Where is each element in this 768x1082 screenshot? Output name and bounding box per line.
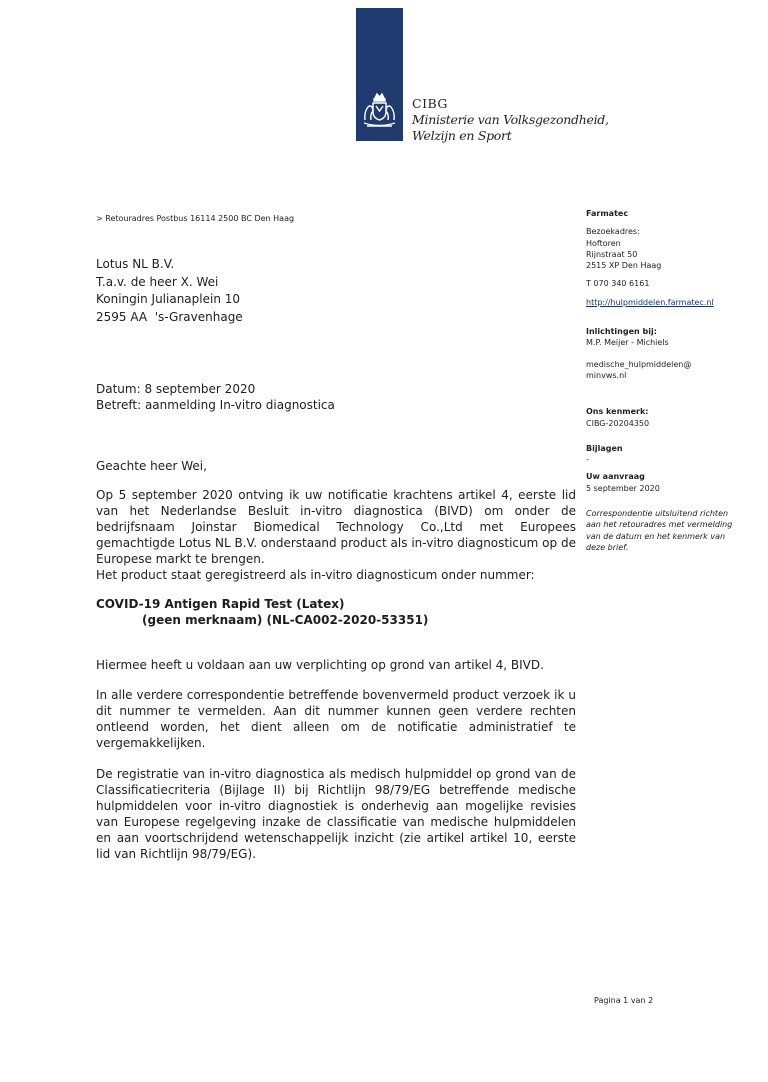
reference-value: CIBG-20204350 — [586, 418, 650, 428]
recipient-company: Lotus NL B.V. — [96, 257, 175, 271]
letter-date: Datum: 8 september 2020 — [96, 382, 256, 396]
request-date: 5 september 2020 — [586, 483, 660, 493]
product-number: (geen merknaam) (NL-CA002-2020-53351) — [142, 613, 429, 627]
request-label: Uw aanvraag — [586, 472, 645, 482]
attachments-label: Bijlagen — [586, 443, 623, 453]
product-name: COVID-19 Antigen Rapid Test (Latex) — [96, 597, 345, 611]
visit-city: 2515 XP Den Haag — [586, 261, 662, 271]
return-address: > Retouradres Postbus 16114 2500 BC Den Haag — [96, 214, 295, 223]
info-contact-name: M.P. Meijer - Michiels — [586, 338, 669, 348]
department-name: Farmatec — [586, 209, 629, 218]
recipient-attention: T.a.v. de heer X. Wei — [96, 274, 219, 289]
ministry-logo-bar — [356, 8, 403, 141]
correspondence-note: Correspondentie uitsluitend richten aan het retouradres met vermelding van de datum en het kenmerk van deze brief. — [586, 509, 733, 552]
paragraph-correspondence: In alle verdere correspondentie betreffende bovenvermeld product verzoek ik u dit nummer te vermelden. Aan dit nummer kunnen geen verdere rechten ontleend worden, het dient alleen om de notificatie administratief te vergemakkelijken. — [96, 688, 576, 750]
visit-building: Hoftoren — [586, 238, 621, 248]
ministry-line-2: Welzijn en Sport — [412, 128, 512, 143]
attachments-value: - — [586, 455, 589, 465]
visit-street: Rijnstraat 50 — [586, 249, 638, 259]
page-number: Pagina 1 van 2 — [594, 996, 654, 1005]
phone-number: T 070 340 6161 — [586, 279, 650, 289]
paragraph-notification: Op 5 september 2020 ontving ik uw notificatie krachtens artikel 4, eerste lid van het Nederlandse Besluit in-vitro diagnostica (BIVD) om onder de bedrijfsnaam Joinstar Biomedical Technology Co.,Ltd met Europees gemachtigde Lotus NL B.V. onderstaand product als in-vitro diagnosticum op de Europese markt te brengen. — [96, 488, 576, 566]
visit-label: Bezoekadres: — [586, 227, 640, 237]
sender-sidebar — [586, 208, 736, 553]
paragraph-classification: De registratie van in-vitro diagnostica als medisch hulpmiddel op grond van de Classificatiecriteria (Bijlage II) bij Richtlijn 98/79/EG betreffende medische hulpmiddelen voor in-vitro diagnostiek is onderhevig aan mogelijke revisies van Europese regelgeving inzake de classificatie van medische hulpmiddelen en aan voortschrijdend wetenschappelijk inzicht (zie artikel artikel 10, eerste lid van Richtlijn 98/79/EG). — [96, 767, 576, 861]
org-name: CIBG — [412, 96, 448, 111]
product-registration — [96, 596, 428, 628]
letter-subject: Betreft: aanmelding In-vitro diagnostica — [96, 398, 335, 412]
paragraph-registration: Het product staat geregistreerd als in-vitro diagnosticum onder nummer: — [96, 568, 535, 582]
ministry-line-1: Ministerie van Volksgezondheid, — [412, 112, 609, 127]
greeting: Geachte heer Wei, — [96, 459, 207, 473]
recipient-postal-city: 2595 AA 's-Gravenhage — [96, 309, 243, 324]
ministry-name-block — [412, 96, 609, 144]
email-line-2: minvws.nl — [586, 370, 627, 380]
letter-meta — [96, 381, 335, 413]
reference-label: Ons kenmerk: — [586, 407, 649, 417]
email-line-1: medische_hulpmiddelen@ — [586, 359, 692, 369]
paragraph-obligation: Hiermee heeft u voldaan aan uw verplichting op grond van artikel 4, BIVD. — [96, 658, 544, 672]
royal-coat-of-arms-icon — [361, 90, 398, 132]
info-label: Inlichtingen bij: — [586, 327, 657, 337]
recipient-street: Koningin Julianaplein 10 — [96, 292, 241, 306]
website-link[interactable]: http://hulpmiddelen.farmatec.nl — [586, 297, 714, 307]
recipient-address — [96, 256, 243, 326]
